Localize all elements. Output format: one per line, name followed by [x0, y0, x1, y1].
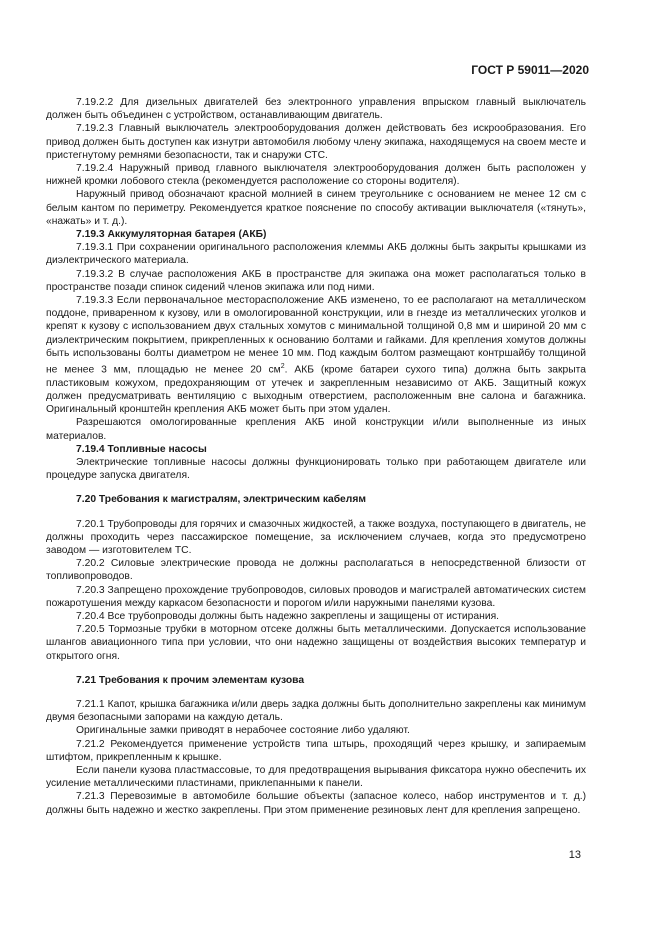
paragraph-7-19-2-3: 7.19.2.3 Главный выключатель электрооборудования должен действовать без искрообразования. Его привод должен быть доступен как изнутри автомобиля любому члену экипажа, находящемуся на своем месте и пристегнутому ремнями безопасности, так и снаружи СТС.	[46, 123, 586, 161]
document-body	[46, 96, 586, 817]
heading-7-20: 7.20 Требования к магистралям, электрическим кабелям	[76, 494, 366, 506]
heading-7-19-3: 7.19.3 Аккумуляторная батарея (АКБ)	[76, 229, 267, 241]
paragraph-7-19-3-3	[46, 294, 586, 416]
document-code: ГОСТ Р 59011—2020	[471, 63, 589, 77]
paragraph-7-21-3: 7.21.3 Перевозимые в автомобиле большие объекты (запасное колесо, набор инструментов и т. д.) должны быть надежно и жестко закреплены. При этом применение резиновых лент для крепления запрещено.	[46, 791, 586, 816]
page-number: 13	[568, 849, 581, 861]
paragraph-7-21-1: 7.21.1 Капот, крышка багажника и/или дверь задка должны быть дополнительно закреплены как минимум двумя безопасными запорами на каждую деталь.	[46, 698, 586, 724]
paragraph-fuel-pumps: Электрические топливные насосы должны функционировать только при работающем двигателе или процедуре запуска двигателя.	[46, 456, 586, 482]
paragraph-7-20-2: 7.20.2 Силовые электрические провода не должны располагаться в непосредственной близости от топливопроводов.	[46, 558, 586, 583]
superscript: 2	[280, 363, 285, 371]
paragraph-text: 7.19.3.3 Если первоначальное месторасположение АКБ изменено, то ее располагают на металлическом поддоне, приваренном к кузову, или в омологированной конструкции, или в гнезде из металлических уголков и крепят к кузову с использованием двух стальных хомутов с минимальной толщиной 0,8 мм и шириной 20 мм с диэлектрическим покрытием, прикрепленных к основанию болтами и гайками. Для крепления хомутов должны быть использованы болты диаметром не менее 10 мм. Под каждым болтом размещают контршайбу толщиной не менее 3 мм, площадью не менее 20 см	[46, 295, 586, 376]
paragraph-7-19-3-2: 7.19.3.2 В случае расположения АКБ в пространстве для экипажа она может располагаться только в пространстве позади спинок сидений членов экипажа или под ними.	[46, 268, 586, 293]
heading-7-21: 7.21 Требования к прочим элементам кузова	[76, 674, 305, 686]
paragraph-7-20-5: 7.20.5 Тормозные трубки в моторном отсеке должны быть металлическими. Допускается использование шлангов авиационного типа при условии, что они надежно защищены от воздействия высоких температур и открытого огня.	[46, 624, 586, 662]
paragraph-7-21-2: 7.21.2 Рекомендуется применение устройств типа штырь, проходящий через крышку, и запираемым штифтом, прикрепленным к крышке.	[46, 738, 586, 763]
paragraph-7-20-4: 7.20.4 Все трубопроводы должны быть надежно закреплены и защищены от истирания.	[76, 610, 500, 622]
heading-7-19-4: 7.19.4 Топливные насосы	[76, 443, 207, 455]
paragraph-original-locks: Оригинальные замки приводят в нерабочее состояние либо удаляют.	[76, 725, 410, 737]
paragraph-7-20-3: 7.20.3 Запрещено прохождение трубопроводов, силовых проводов и магистралей автоматических систем пожаротушения между каркасом безопасности и порогом и/или наружными панелями кузова.	[46, 584, 586, 609]
paragraph-7-20-1: 7.20.1 Трубопроводы для горячих и смазочных жидкостей, а также воздуха, поступающего в двигатель, не должны проходить через пассажирское помещение, за исключением случаев, когда это предусмотрено заводом — изготовителем ТС.	[46, 518, 586, 556]
paragraph-external-drive: Наружный привод обозначают красной молнией в синем треугольнике с основанием не менее 12 см с белым кантом по периметру. Рекомендуется краткое пояснение по способу активации выключателя («тянуть», «нажать» и т. д.).	[46, 189, 586, 227]
paragraph-plastic-panels: Если панели кузова пластмассовые, то для предотвращения вырывания фиксатора нужно обеспечить их усиление металлическими пластинами, приклепанными к панели.	[46, 764, 586, 790]
paragraph-homologated: Разрешаются омологированные крепления АКБ иной конструкции и/или выполненные из иных материалов.	[46, 417, 586, 442]
paragraph-7-19-2-2: 7.19.2.2 Для дизельных двигателей без электронного управления впрыском главный выключатель должен быть объединен с устройством, останавливающим двигатель.	[46, 97, 586, 122]
paragraph-text: . АКБ (кроме батареи сухого типа) должна быть закрыта пластиковым кожухом, предохраняющим от утечек и закрепленным независимо от АКБ. Защитный кожух должен предусматривать вентиляцию с выходным отверстием, расположенным вне салона и багажника. Оригинальный кронштейн крепления АКБ может быть при этом удален.	[46, 364, 586, 416]
paragraph-7-19-3-1: 7.19.3.1 При сохранении оригинального расположения клеммы АКБ должны быть закрыты крышками из диэлектрического материала.	[46, 242, 586, 267]
paragraph-7-19-2-4: 7.19.2.4 Наружный привод главного выключателя электрооборудования должен быть расположен у нижней кромки лобового стекла (рекомендуется расположение со стороны водителя).	[46, 163, 586, 188]
